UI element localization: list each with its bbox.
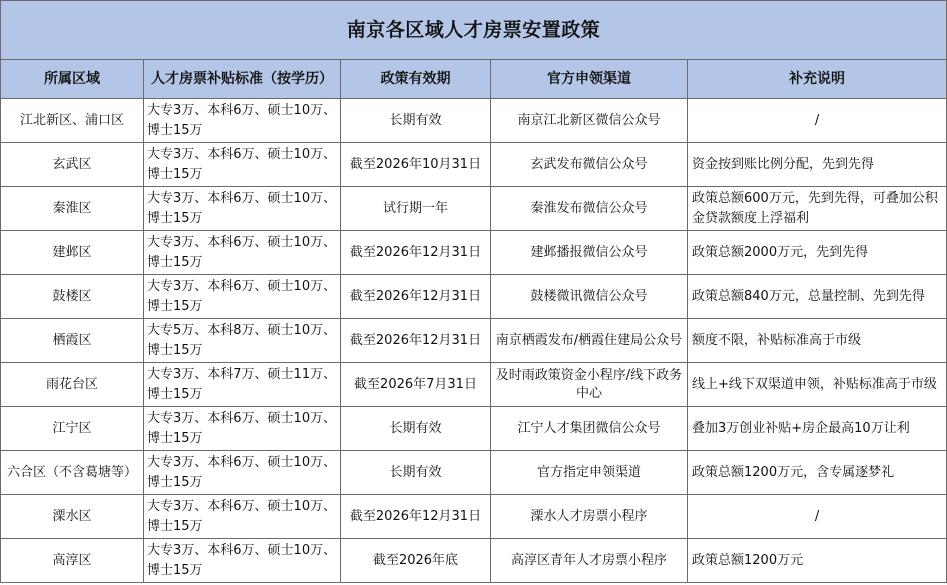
validity-cell: 截至2026年12月31日 — [341, 275, 491, 319]
header-validity: 政策有效期 — [341, 60, 491, 99]
standard-cell: 大专5万、本科8万、硕士10万、博士15万 — [144, 319, 341, 363]
table-row — [1, 187, 947, 231]
table-row — [1, 407, 947, 451]
table-row — [1, 451, 947, 495]
validity-cell: 长期有效 — [341, 407, 491, 451]
note-cell: 政策总额600万元，先到先得，可叠加公积金贷款额度上浮福利 — [688, 187, 947, 231]
table-row — [1, 231, 947, 275]
standard-cell: 大专3万、本科6万、硕士10万、博士15万 — [144, 231, 341, 275]
channel-cell: 官方指定申领渠道 — [491, 451, 688, 495]
standard-cell: 大专3万、本科6万、硕士10万、博士15万 — [144, 275, 341, 319]
table-row — [1, 275, 947, 319]
note-cell: 资金按到账比例分配，先到先得 — [688, 143, 947, 187]
district-cell: 江北新区、浦口区 — [1, 99, 144, 143]
note-cell: 政策总额2000万元，先到先得 — [688, 231, 947, 275]
standard-cell: 大专3万、本科6万、硕士10万、博士15万 — [144, 143, 341, 187]
district-cell: 栖霞区 — [1, 319, 144, 363]
validity-cell: 截至2026年12月31日 — [341, 495, 491, 539]
channel-cell: 江宁人才集团微信公众号 — [491, 407, 688, 451]
standard-cell: 大专3万、本科6万、硕士10万、博士15万 — [144, 99, 341, 143]
channel-cell: 玄武发布微信公众号 — [491, 143, 688, 187]
header-district: 所属区域 — [1, 60, 144, 99]
validity-cell: 截至2026年7月31日 — [341, 363, 491, 407]
table-row — [1, 99, 947, 143]
channel-cell: 高淳区青年人才房票小程序 — [491, 539, 688, 583]
channel-cell: 及时雨政策资金小程序/线下政务中心 — [491, 363, 688, 407]
district-cell: 鼓楼区 — [1, 275, 144, 319]
district-cell: 玄武区 — [1, 143, 144, 187]
title-row — [1, 1, 947, 60]
table-row — [1, 495, 947, 539]
district-cell: 六合区（不含葛塘等） — [1, 451, 144, 495]
standard-cell: 大专3万、本科7万、硕士11万、博士15万 — [144, 363, 341, 407]
validity-cell: 截至2026年12月31日 — [341, 319, 491, 363]
channel-cell: 南京江北新区微信公众号 — [491, 99, 688, 143]
note-cell: 政策总额840万元，总量控制、先到先得 — [688, 275, 947, 319]
header-row — [1, 60, 947, 99]
channel-cell: 溧水人才房票小程序 — [491, 495, 688, 539]
header-standard: 人才房票补贴标准（按学历） — [144, 60, 341, 99]
validity-cell: 截至2026年12月31日 — [341, 231, 491, 275]
table-row — [1, 363, 947, 407]
channel-cell: 建邺播报微信公众号 — [491, 231, 688, 275]
channel-cell: 鼓楼微讯微信公众号 — [491, 275, 688, 319]
district-cell: 建邺区 — [1, 231, 144, 275]
header-note: 补充说明 — [688, 60, 947, 99]
table-row — [1, 143, 947, 187]
validity-cell: 试行期一年 — [341, 187, 491, 231]
header-channel: 官方申领渠道 — [491, 60, 688, 99]
note-cell: 线上+线下双渠道申领，补贴标准高于市级 — [688, 363, 947, 407]
note-cell: / — [688, 99, 947, 143]
table-title: 南京各区域人才房票安置政策 — [1, 1, 947, 60]
validity-cell: 截至2026年底 — [341, 539, 491, 583]
table-row — [1, 319, 947, 363]
validity-cell: 截至2026年10月31日 — [341, 143, 491, 187]
district-cell: 雨花台区 — [1, 363, 144, 407]
district-cell: 江宁区 — [1, 407, 144, 451]
standard-cell: 大专3万、本科6万、硕士10万、博士15万 — [144, 187, 341, 231]
channel-cell: 南京栖霞发布/栖霞住建局公众号 — [491, 319, 688, 363]
validity-cell: 长期有效 — [341, 451, 491, 495]
note-cell: 政策总额1200万元 — [688, 539, 947, 583]
table-row — [1, 539, 947, 583]
district-cell: 高淳区 — [1, 539, 144, 583]
note-cell: 叠加3万创业补贴+房企最高10万让利 — [688, 407, 947, 451]
note-cell: / — [688, 495, 947, 539]
district-cell: 秦淮区 — [1, 187, 144, 231]
note-cell: 额度不限，补贴标准高于市级 — [688, 319, 947, 363]
channel-cell: 秦淮发布微信公众号 — [491, 187, 688, 231]
standard-cell: 大专3万、本科6万、硕士10万、博士15万 — [144, 539, 341, 583]
standard-cell: 大专3万、本科6万、硕士10万、博士15万 — [144, 451, 341, 495]
standard-cell: 大专3万、本科6万、硕士10万、博士15万 — [144, 495, 341, 539]
note-cell: 政策总额1200万元，含专属逐梦礼 — [688, 451, 947, 495]
validity-cell: 长期有效 — [341, 99, 491, 143]
standard-cell: 大专3万、本科6万、硕士10万、博士15万 — [144, 407, 341, 451]
district-cell: 溧水区 — [1, 495, 144, 539]
